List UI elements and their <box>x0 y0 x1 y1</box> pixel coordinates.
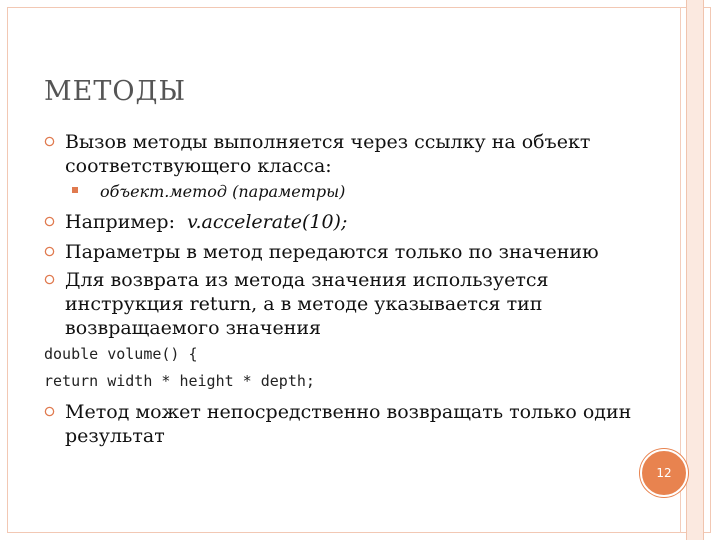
bullet-text: Вызов методы выполняется через ссылку на объект соответствующего класса: <box>65 131 591 177</box>
bullet-item <box>44 268 644 340</box>
example-label: Например: <box>65 211 175 233</box>
code-line: double volume() { <box>44 345 198 363</box>
slide-title: МЕТОДЫ <box>44 76 187 107</box>
example-code: v.accelerate(10); <box>186 211 348 233</box>
open-circle-bullet-icon <box>44 246 55 257</box>
sub-bullet-item <box>72 182 345 201</box>
bullet-item <box>44 240 644 264</box>
sub-bullet-text: объект.метод (параметры) <box>100 182 346 201</box>
open-circle-bullet-icon <box>44 274 55 285</box>
bullet-text: Параметры в метод передаются только по значению <box>65 241 599 263</box>
open-circle-bullet-icon <box>44 216 55 227</box>
bullet-item <box>44 400 644 448</box>
frame-line <box>680 7 681 533</box>
frame-right-band <box>686 0 704 540</box>
square-bullet-icon <box>72 187 78 193</box>
code-line: return width * height * depth; <box>44 372 315 390</box>
open-circle-bullet-icon <box>44 136 55 147</box>
bullet-item <box>44 210 644 234</box>
open-circle-bullet-icon <box>44 406 55 417</box>
bullet-text: Метод может непосредственно возвращать только один результат <box>65 401 632 447</box>
page-number-badge: 12 <box>640 449 688 497</box>
bullet-text: Для возврата из метода значения используется инструкция return, а в методе указывается тип возвращаемого значения <box>65 269 549 339</box>
bullet-item <box>44 130 644 178</box>
